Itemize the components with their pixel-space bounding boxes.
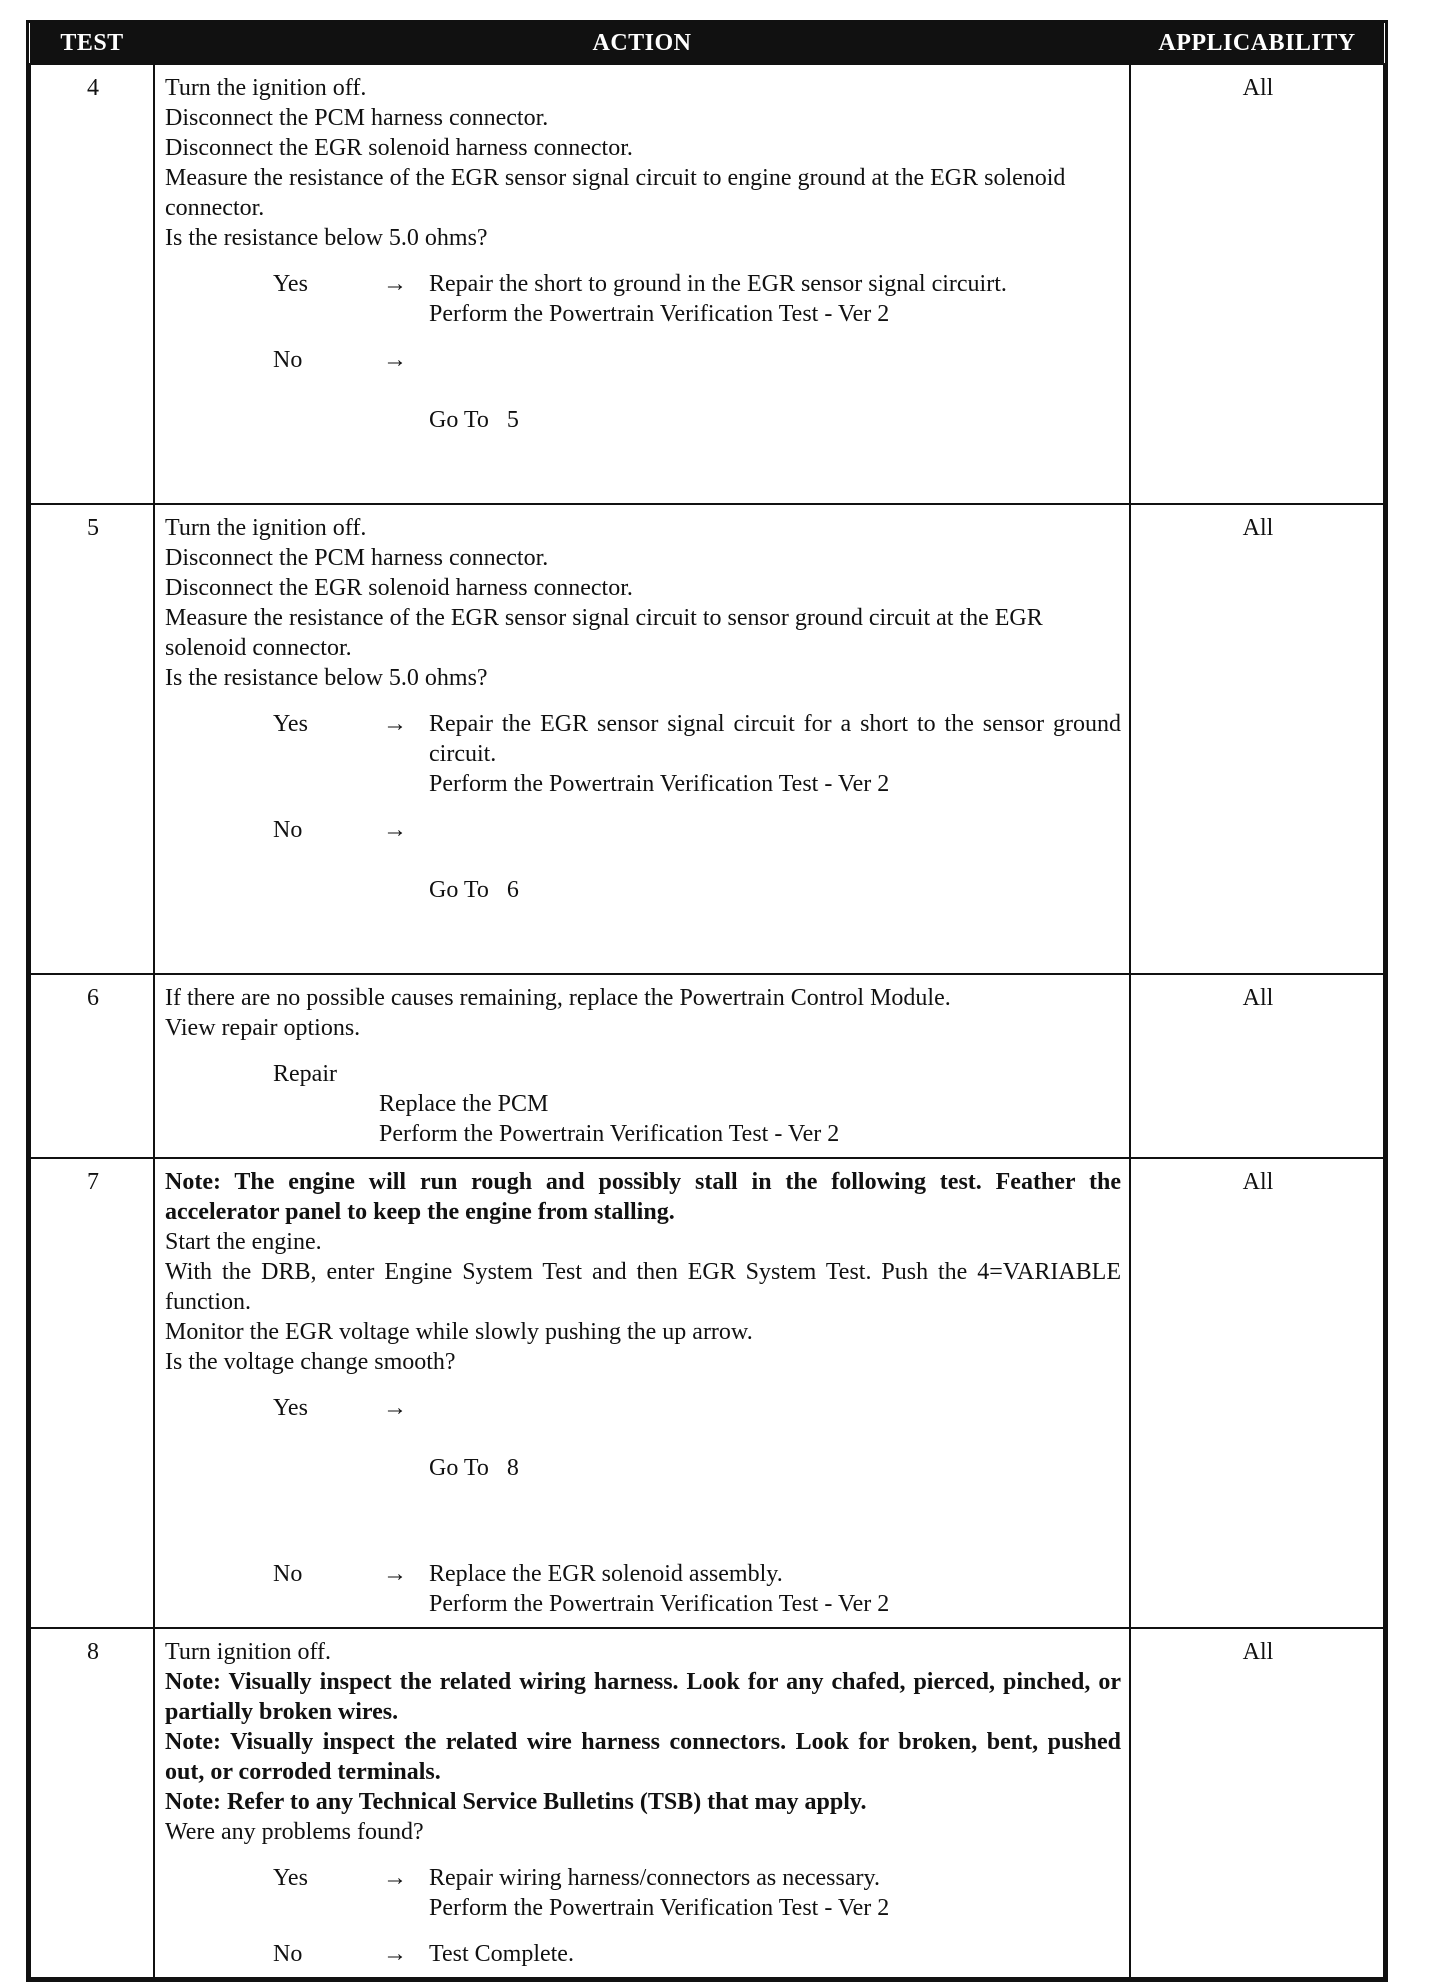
repair-line: Replace the PCM [379, 1091, 549, 1117]
action-step: Measure the resistance of the EGR sensor signal circuit to sensor ground circuit at the EGR solenoid connector. [165, 605, 1043, 661]
no-outcome [429, 1559, 1121, 1619]
no-branch [165, 345, 1121, 495]
outcome-line: Go To 5 [429, 407, 519, 433]
action-cell [154, 1628, 1130, 1978]
yes-branch [165, 709, 1121, 799]
outcome-line: Replace the EGR solenoid assembly. [429, 1561, 783, 1587]
test-table [29, 23, 1385, 1979]
header-action: ACTION [154, 23, 1130, 64]
test-number: 7 [30, 1158, 154, 1628]
arrow-icon: → [383, 1865, 407, 1891]
test-number: 5 [30, 504, 154, 974]
action-cell [154, 504, 1130, 974]
outcome-line: Go To 6 [429, 877, 519, 903]
no-label: No [273, 1941, 303, 1967]
applicability-cell: All [1130, 1628, 1384, 1978]
applicability-cell: All [1130, 974, 1384, 1158]
arrow-icon: → [383, 271, 407, 297]
yes-label: Yes [273, 271, 308, 297]
test-number: 4 [30, 64, 154, 504]
yes-branch [165, 1393, 1121, 1543]
arrow-icon: → [383, 1561, 407, 1587]
test-number: 8 [30, 1628, 154, 1978]
test-row-4 [30, 64, 1384, 504]
action-step: Disconnect the EGR solenoid harness connector. [165, 575, 633, 601]
action-step: Monitor the EGR voltage while slowly pushing the up arrow. [165, 1319, 753, 1345]
action-question: Is the voltage change smooth? [165, 1349, 456, 1375]
yes-branch [165, 269, 1121, 329]
header-applicability: APPLICABILITY [1130, 23, 1384, 64]
yes-label: Yes [273, 1395, 308, 1421]
diagnostic-test-table [26, 20, 1388, 1982]
test-row-6 [30, 974, 1384, 1158]
yes-outcome [429, 1393, 1121, 1543]
test-row-5 [30, 504, 1384, 974]
yes-outcome [429, 269, 1121, 329]
no-outcome [429, 345, 1121, 495]
action-question: Is the resistance below 5.0 ohms? [165, 225, 488, 251]
no-branch [165, 815, 1121, 965]
action-step: Turn the ignition off. [165, 75, 367, 101]
repair-line: Perform the Powertrain Verification Test - Ver 2 [379, 1121, 840, 1147]
no-outcome [429, 1939, 1121, 1969]
no-label: No [273, 817, 303, 843]
action-step: Disconnect the PCM harness connector. [165, 545, 549, 571]
applicability-cell: All [1130, 64, 1384, 504]
yes-branch [165, 1863, 1121, 1923]
header-test: TEST [30, 23, 154, 64]
action-step: Start the engine. [165, 1229, 322, 1255]
no-label: No [273, 1561, 303, 1587]
test-row-7 [30, 1158, 1384, 1628]
outcome-line: Perform the Powertrain Verification Test - Ver 2 [429, 771, 890, 797]
applicability-cell: All [1130, 504, 1384, 974]
yes-outcome [429, 709, 1121, 799]
action-step: Disconnect the EGR solenoid harness connector. [165, 135, 633, 161]
arrow-icon: → [383, 1395, 407, 1421]
test-number: 6 [30, 974, 154, 1158]
action-step: With the DRB, enter Engine System Test and then EGR System Test. Push the 4=VARIABLE function. [165, 1259, 1121, 1315]
action-cell [154, 974, 1130, 1158]
arrow-icon: → [383, 711, 407, 737]
header-row [30, 23, 1384, 64]
action-question: Is the resistance below 5.0 ohms? [165, 665, 488, 691]
action-note: Note: Visually inspect the related wiring harness. Look for any chafed, pierced, pinched, or partially broken wires. [165, 1669, 1121, 1725]
action-step: Turn the ignition off. [165, 515, 367, 541]
yes-label: Yes [273, 711, 308, 737]
outcome-line: Perform the Powertrain Verification Test - Ver 2 [429, 1591, 890, 1617]
action-cell [154, 64, 1130, 504]
outcome-line: Perform the Powertrain Verification Test - Ver 2 [429, 301, 890, 327]
action-note: Note: Refer to any Technical Service Bulletins (TSB) that may apply. [165, 1789, 867, 1815]
action-note: Note: Visually inspect the related wire harness connectors. Look for broken, bent, pushed out, or corroded terminals. [165, 1729, 1121, 1785]
test-row-8 [30, 1628, 1384, 1978]
action-question: Were any problems found? [165, 1819, 424, 1845]
no-label: No [273, 347, 303, 373]
no-branch [165, 1559, 1121, 1619]
action-note: Note: The engine will run rough and possibly stall in the following test. Feather the accelerator panel to keep the engine from stalling. [165, 1169, 1121, 1225]
yes-outcome [429, 1863, 1121, 1923]
outcome-line: Repair the short to ground in the EGR sensor signal circuirt. [429, 271, 1007, 297]
arrow-icon: → [383, 1941, 407, 1967]
action-cell [154, 1158, 1130, 1628]
outcome-line: Test Complete. [429, 1941, 574, 1967]
arrow-icon: → [383, 347, 407, 373]
outcome-line: Repair wiring harness/connectors as necessary. [429, 1865, 880, 1891]
action-step: Disconnect the PCM harness connector. [165, 105, 549, 131]
outcome-line: Perform the Powertrain Verification Test - Ver 2 [429, 1895, 890, 1921]
repair-label: Repair [273, 1061, 337, 1087]
outcome-line: Repair the EGR sensor signal circuit for a short to the sensor ground circuit. [429, 711, 1121, 767]
arrow-icon: → [383, 817, 407, 843]
action-step: Turn ignition off. [165, 1639, 332, 1665]
action-step: Measure the resistance of the EGR sensor signal circuit to engine ground at the EGR solenoid connector. [165, 165, 1066, 221]
yes-label: Yes [273, 1865, 308, 1891]
no-outcome [429, 815, 1121, 965]
no-branch [165, 1939, 1121, 1969]
outcome-line: Go To 8 [429, 1455, 519, 1481]
applicability-cell: All [1130, 1158, 1384, 1628]
action-step: View repair options. [165, 1015, 361, 1041]
action-step: If there are no possible causes remaining, replace the Powertrain Control Module. [165, 985, 951, 1011]
